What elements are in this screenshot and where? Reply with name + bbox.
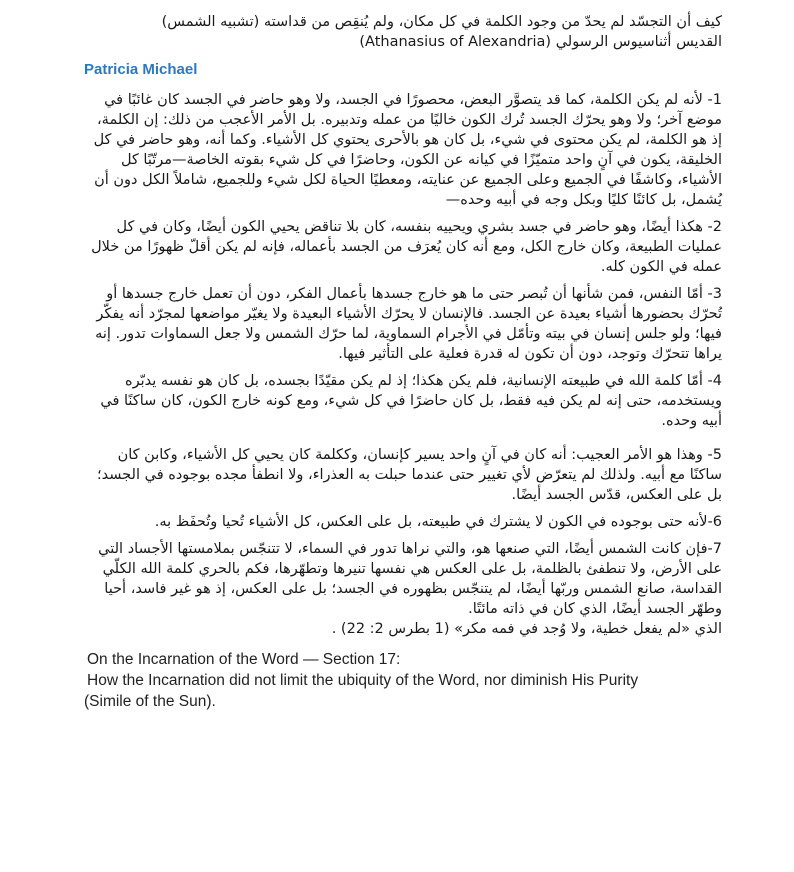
post-content bbox=[84, 8, 722, 712]
paragraph-4: 4- أمّا كلمة الله في طبيعته الإنسانية، فلم يكن هكذا؛ إذ لم يكن مقيّدًا بجسده، بل كان هو نفسه يدبّره ويستخدمه، حتى إنه لم يكن فيه فقط، بل كان حاضرًا في كل شيء، ومع كونه خارج الكون، كان ساكنًا في أبيه وحده. bbox=[100, 373, 722, 429]
paragraph-2: 2- هكذا أيضًا، وهو حاضر في جسد بشري ويحييه بنفسه، كان بلا تناقض يحيي الكون أيضًا، وكان في كل عمليات الطبيعة، وكان خارج الكل، ومع أنه كان يُعرَف من الجسد بأعماله، فإنه لم يكن أقلّ ظهورًا من خلال عمله في الكون كله. bbox=[91, 219, 722, 275]
title-line-author-source: القديس أثناسيوس الرسولي (Athanasius of Alexandria) bbox=[359, 34, 722, 50]
scripture-quote: الذي «لم يفعل خطية، ولا وُجد في فمه مكر» (1 بطرس 2: 22) . bbox=[331, 621, 722, 637]
paragraph-5: 5- وهذا هو الأمر العجيب: أنه كان في آنٍ واحد يسير كإنسان، وككلمة كان يحيي كل الأشياء، وكابن كان ساكنًا مع أبيه. ولذلك لم يتعرّض لأي تغيير حتى عندما حبلت به العذراء، ولا انطفأ مجده بوجوده في الجسد؛ بل على العكس، قدّس الجسد أيضًا. bbox=[97, 447, 722, 503]
post-title bbox=[84, 12, 722, 52]
author-name-link[interactable]: Patricia Michael bbox=[84, 61, 198, 78]
title-line-arabic: كيف أن التجسّد لم يحدّ من وجود الكلمة في كل مكان، ولم يُنقِص من قداسته (تشبيه الشمس) bbox=[161, 14, 722, 30]
paragraph-6: 6-لأنه حتى بوجوده في الكون لا يشترك في طبيعته، بل على العكس، كل الأشياء تُحيا وتُحفَظ به. bbox=[154, 514, 722, 530]
paragraph-3: 3- أمّا النفس، فمن شأنها أن تُبصر حتى ما هو خارج جسدها بأعمال الفكر، دون أن تعمل خارج جسدها أو تُحرّك بحضورها أشياء بعيدة عن الجسد. فالإنسان لا يحرّك الأشياء البعيدة ولا يغيّر مواضعها لمجرّد أنه يفكّر فيها؛ ولو جلس إنسان في بيته وتأمّل في الأجرام السماوية، لما حرّك الشمس ولا جعل السماوات تدور. إنه يراها تتحرّك وتوجد، دون أن تكون له قدرة فعلية على التأثير فيها. bbox=[95, 286, 722, 362]
paragraph-7: 7-فإن كانت الشمس أيضًا، التي صنعها هو، والتي نراها تدور في السماء، لا تتنجّس بملامستها الأجساد التي على الأرض، ولا تنطفئ بالظلمة، بل على العكس هي نفسها تنيرها وتطهّرها، فكم بالحري كلمة الله الكلّي القداسة، صانع الشمس وربّها أيضًا، لم يتنجّس بظهوره في الجسد؛ بل على العكس، إذ هو غير فاسد، أحيا وطهّر الجسد أيضًا، الذي كان في ذاته مائتًا. bbox=[98, 541, 722, 617]
caption-source: On the Incarnation of the Word — Section 17: bbox=[87, 651, 401, 668]
english-caption bbox=[84, 649, 722, 712]
paragraph-1: 1- لأنه لم يكن الكلمة، كما قد يتصوَّر البعض، محصورًا في الجسد، ولا وهو حاضر في الجسد كان غائبًا في موضع آخر؛ ولا وهو يحرّك الجسد تُرك الكون خاليًا من عمله وتدبيره. بل الأمر الأعجب من ذلك: إن الكلمة، إذ هو الكلمة، لم يكن محتوى في شيء، بل كان هو بالأحرى يحتوي كل الأشياء. وكما أنه، وهو حاضر في كل الخليقة، يكون في آنٍ واحد متميّزًا في كيانه عن الكون، وحاضرًا في كل شيء بقوته الخاصة—مرتّبًا كل الأشياء، وكاشفًا في الجميع وعلى الجميع عن عنايته، ومعطيًا الحياة لكل شيء وللجميع، شاملاً الكل دون أن يُشمل، بل كائنًا كليًا وبكل وجه في أبيه وحده— bbox=[93, 92, 722, 208]
caption-subtitle-end: (Simile of the Sun). bbox=[84, 693, 216, 710]
paragraph-7-block bbox=[84, 539, 722, 639]
caption-subtitle: How the Incarnation did not limit the ubiquity of the Word, nor diminish His Purity bbox=[87, 672, 639, 689]
